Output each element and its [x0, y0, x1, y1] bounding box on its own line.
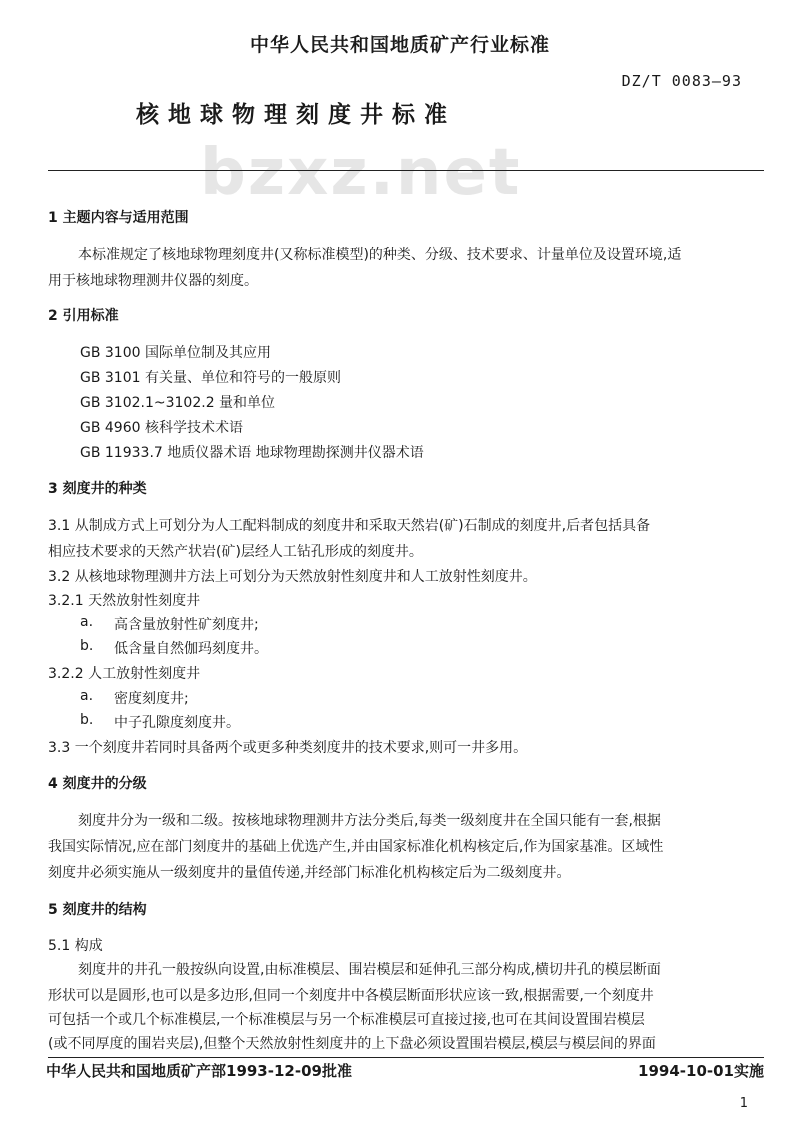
list-item: 密度刻度井; — [114, 691, 189, 707]
approval-date: 中华人民共和国地质矿产部1993-12-09批准 — [46, 1062, 352, 1080]
clause-5-1: 5.1 构成 — [48, 938, 103, 954]
standard-code: DZ/T 0083—93 — [621, 72, 742, 90]
list-item: 低含量自然伽玛刻度井。 — [114, 641, 268, 657]
clause-3-3: 3.3 一个刻度井若同时具备两个或更多种类刻度井的技术要求,则可一井多用。 — [48, 740, 528, 756]
section-4-heading: 4 刻度井的分级 — [48, 776, 147, 792]
section-1-heading: 1 主题内容与适用范围 — [48, 210, 189, 226]
section-4-line-1: 刻度井分为一级和二级。按核地球物理测井方法分类后,每类一级刻度井在全国只能有一套,根据 — [78, 813, 661, 829]
issuing-authority: 中华人民共和国地质矿产行业标准 — [249, 34, 550, 56]
section-4-line-2: 我国实际情况,应在部门刻度井的基础上优选产生,并由国家标准化机构核定后,作为国家基准。区域性 — [48, 839, 664, 855]
implementation-date: 1994-10-01实施 — [638, 1062, 764, 1080]
reference-item: GB 3100 国际单位制及其应用 — [80, 345, 271, 361]
header-divider — [48, 170, 764, 171]
clause-3-2-2: 3.2.2 人工放射性刻度井 — [48, 666, 201, 682]
clause-3-2-1: 3.2.1 天然放射性刻度井 — [48, 593, 201, 609]
clause-5-1-line-4: (或不同厚度的围岩夹层),但整个天然放射性刻度井的上下盘必须设置围岩模层,模层与模层间的界面 — [48, 1036, 656, 1052]
watermark: bzxz.net — [200, 136, 522, 210]
clause-5-1-line-3: 可包括一个或几个标准模层,一个标准模层与另一个标准模层可直接过接,也可在其间设置围岩模层 — [48, 1012, 645, 1028]
clause-5-1-line-1: 刻度井的井孔一般按纵向设置,由标准模层、围岩模层和延伸孔三部分构成,横切井孔的模层断面 — [78, 962, 661, 978]
list-label: a. — [80, 688, 94, 704]
list-label: a. — [80, 614, 94, 630]
list-item: 中子孔隙度刻度井。 — [114, 715, 240, 731]
clause-3-1-line-1: 3.1 从制成方式上可划分为人工配料制成的刻度井和采取天然岩(矿)石制成的刻度井,后者包括具备 — [48, 518, 651, 534]
clause-3-2: 3.2 从核地球物理测井方法上可划分为天然放射性刻度井和人工放射性刻度井。 — [48, 569, 537, 585]
list-item: 高含量放射性矿刻度井; — [114, 617, 259, 633]
page-number: 1 — [739, 1096, 748, 1111]
footer-divider — [48, 1057, 764, 1058]
section-1-paragraph-line-1: 本标准规定了核地球物理刻度井(又称标准模型)的种类、分级、技术要求、计量单位及设置环境,适 — [78, 247, 682, 263]
clause-3-1-line-2: 相应技术要求的天然产状岩(矿)层经人工钻孔形成的刻度井。 — [48, 544, 423, 560]
reference-item: GB 3101 有关量、单位和符号的一般原则 — [80, 370, 341, 386]
list-label: b. — [80, 712, 94, 728]
section-3-heading: 3 刻度井的种类 — [48, 481, 147, 497]
section-4-line-3: 刻度井必须实施从一级刻度井的量值传递,并经部门标准化机构核定后为二级刻度井。 — [48, 865, 571, 881]
list-label: b. — [80, 638, 94, 654]
reference-item: GB 3102.1~3102.2 量和单位 — [80, 395, 276, 411]
reference-item: GB 4960 核科学技术术语 — [80, 420, 243, 436]
document-title: 核地球物理刻度井标准 — [136, 102, 456, 128]
section-5-heading: 5 刻度井的结构 — [48, 902, 147, 918]
reference-item: GB 11933.7 地质仪器术语 地球物理勘探测井仪器术语 — [80, 445, 424, 461]
section-2-heading: 2 引用标准 — [48, 308, 119, 324]
clause-5-1-line-2: 形状可以是圆形,也可以是多边形,但同一个刻度井中各模层断面形状应该一致,根据需要,一个刻度井 — [48, 988, 654, 1004]
section-1-paragraph-line-2: 用于核地球物理测井仪器的刻度。 — [48, 273, 258, 289]
